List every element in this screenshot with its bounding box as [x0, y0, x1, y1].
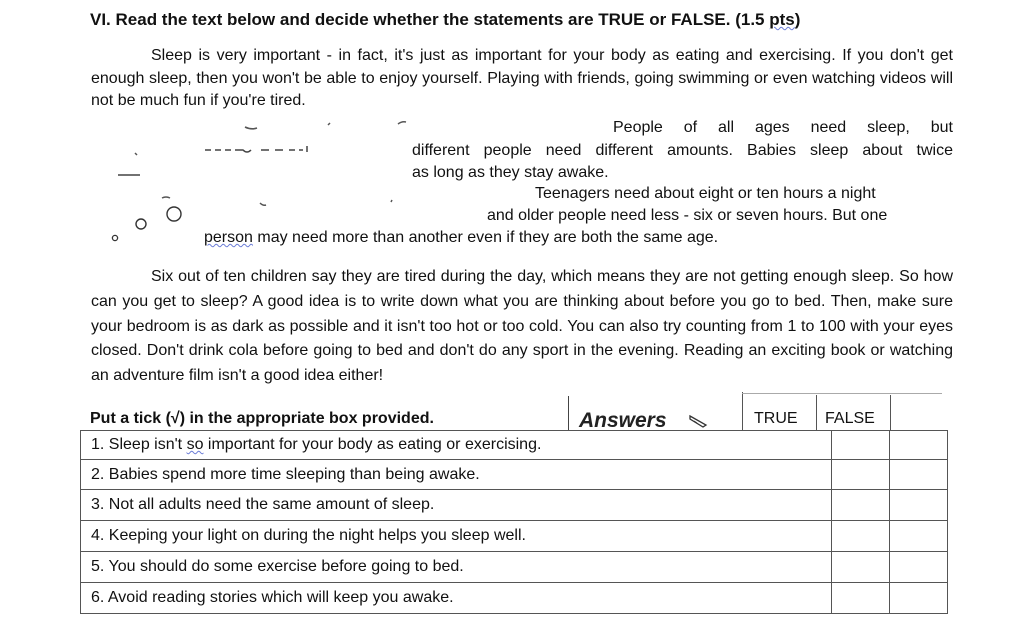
title-text: VI. Read the text below and decide whether the statements are TRUE or FALSE. (1.5: [90, 10, 770, 29]
line-6-text: may need more than another even if they are both the same age.: [252, 229, 719, 246]
statement-3: 3. Not all adults need the same amount of sleep.: [81, 490, 832, 521]
false-box-5[interactable]: [889, 552, 947, 583]
true-box-1[interactable]: [831, 431, 889, 460]
true-header: TRUE: [754, 410, 798, 427]
table-row: [81, 552, 948, 583]
table-row: [81, 583, 948, 614]
false-box-3[interactable]: [889, 490, 947, 521]
paragraph-3: Six out of ten children say they are tired during the day, which means they are not getting enough sleep. So how can you get to sleep? A good idea is to write down what you are thinking about before you go to bed. Then, make sure your bedroom is as dark as possible and it isn't too hot or too cold. You can also try counting from 1 to 100 with your eyes closed. Don't drink cola before going to bed and don't do any sport in the evening. Reading an exciting book or watching an adventure film isn't a good idea either!: [91, 268, 953, 385]
paragraph-1: Sleep is very important - in fact, it's just as important for your body as eating and exercising. If you don't get enough sleep, then you won't be able to enjoy yourself. Playing with friends, going swimming or even watching videos will not be much fun if you're tired.: [91, 47, 953, 109]
paragraph-2-line-1: People of all ages need sleep, but: [613, 119, 953, 136]
answers-table: [80, 430, 948, 614]
word-person: person: [204, 229, 253, 246]
exercise-title: [90, 10, 800, 30]
pencil-icon: [688, 413, 710, 429]
table-row: [81, 431, 948, 460]
false-box-6[interactable]: [889, 583, 947, 614]
false-box-1[interactable]: [889, 431, 947, 460]
false-box-4[interactable]: [889, 521, 947, 552]
true-col-left-line: [742, 392, 743, 430]
paragraph-2-line-3: as long as they stay awake.: [412, 164, 609, 181]
statement-5: 5. You should do some exercise before going to bed.: [81, 552, 832, 583]
false-col-left-line: [816, 395, 817, 430]
paragraph-2-line-4: Teenagers need about eight or ten hours a night: [535, 185, 876, 202]
true-box-6[interactable]: [831, 583, 889, 614]
answers-label: Answers: [579, 409, 667, 432]
instruction-label: Put a tick (√) in the appropriate box provided.: [90, 410, 434, 427]
statement-6: 6. Avoid reading stories which will keep you awake.: [81, 583, 832, 614]
statement-2: 2. Babies spend more time sleeping than being awake.: [81, 460, 832, 490]
paragraph-2-line-6: [204, 228, 718, 248]
statement-1-suffix: important for your body as eating or exercising.: [203, 436, 542, 453]
statement-1-prefix: 1. Sleep isn't: [91, 436, 187, 453]
word-so: so: [186, 436, 204, 453]
paragraph-2-line-5: and older people need less - six or seven hours. But one: [487, 207, 888, 224]
title-pts: pts: [769, 10, 795, 29]
header-top-line: [742, 393, 942, 394]
true-box-3[interactable]: [831, 490, 889, 521]
table-row: [81, 521, 948, 552]
table-row: [81, 460, 948, 490]
false-box-2[interactable]: [889, 460, 947, 490]
false-header: FALSE: [825, 410, 875, 427]
false-col-right-line: [890, 395, 891, 430]
paragraph-2-line-2: different people need different amounts. Babies sleep about twice: [412, 142, 953, 159]
title-suffix: ): [794, 10, 801, 29]
true-box-5[interactable]: [831, 552, 889, 583]
statement-4: 4. Keeping your light on during the night helps you sleep well.: [81, 521, 832, 552]
table-row: [81, 490, 948, 521]
statement-1: [81, 431, 832, 460]
true-box-2[interactable]: [831, 460, 889, 490]
answers-divider: [568, 396, 569, 430]
true-box-4[interactable]: [831, 521, 889, 552]
